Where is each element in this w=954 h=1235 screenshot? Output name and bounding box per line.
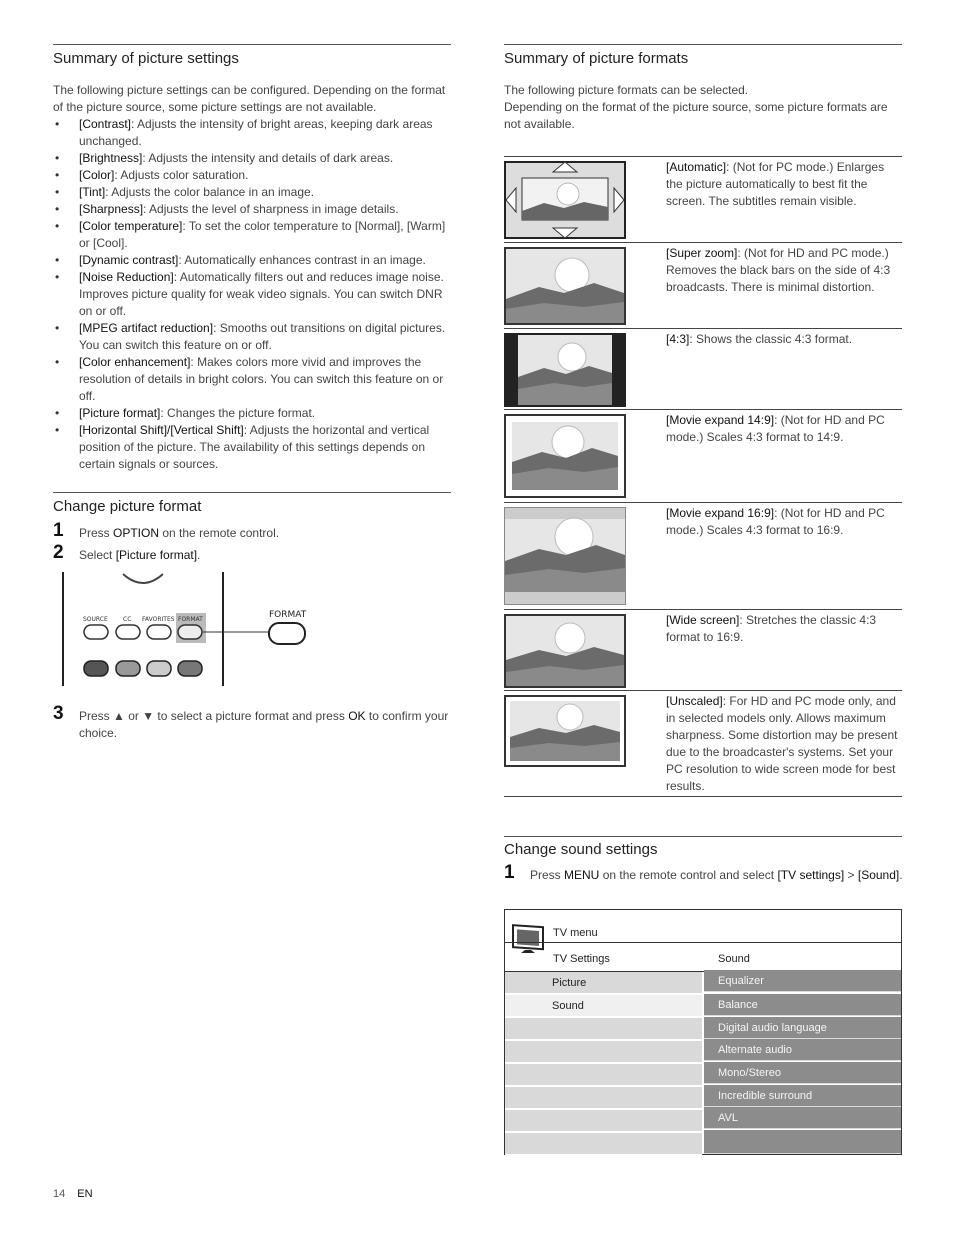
menu-divider	[505, 942, 901, 943]
picture-settings-heading: Summary of picture settings	[53, 50, 239, 67]
super-zoom-format-thumbnail	[504, 247, 626, 325]
format-row-super-zoom	[504, 242, 902, 329]
menu-item-empty	[505, 1064, 702, 1086]
format-row-movie-expand-14-9	[504, 409, 902, 503]
format-description: [Movie expand 16:9]: (Not for HD and PC mode.) Scales 4:3 format to 16:9.	[666, 506, 885, 537]
submenu-item-equalizer[interactable]: Equalizer	[704, 970, 901, 992]
page-number: 14	[53, 1188, 66, 1200]
page-footer	[53, 1188, 93, 1200]
format-description: [Movie expand 14:9]: (Not for HD and PC mode.) Scales 4:3 format to 14:9.	[666, 413, 885, 444]
format-description: [Automatic]: (Not for PC mode.) Enlarges the picture automatically to best fit the screen. The subtitles remain visible.	[666, 160, 885, 208]
format-description: [Wide screen]: Stretches the classic 4:3 format to 16:9.	[666, 613, 877, 644]
list-item: • [Tint]: Adjusts the color balance in an image.	[53, 184, 451, 201]
tv-menu-screenshot	[504, 909, 902, 1155]
remote-label: CC	[123, 616, 132, 623]
submenu-item-incredible-surround[interactable]: Incredible surround	[704, 1085, 901, 1107]
left-column	[53, 44, 451, 742]
menu-breadcrumb-left: TV Settings	[553, 953, 610, 965]
sound-step-1: 1 Press MENU on the remote control and select [TV settings] > [Sound].	[504, 862, 903, 883]
step-3: 3 Press ▲ or ▼ to select a picture format and press OK to confirm your choice.	[53, 703, 449, 740]
change-format-heading: Change picture format	[53, 498, 202, 515]
menu-item-empty	[505, 1041, 702, 1063]
format-row-movie-expand-16-9	[504, 502, 902, 610]
unscaled-format-thumbnail	[504, 695, 626, 767]
format-description: [Unscaled]: For HD and PC mode only, and in selected models only. Allows maximum sharpness. Some distortion may be present due to the broadcaster's systems. Set your PC resolution to wide screen mode for best results.	[666, 694, 898, 793]
format-callout-label: FORMAT	[269, 610, 307, 620]
submenu-item-alternate-audio[interactable]: Alternate audio	[704, 1039, 901, 1061]
step-2: 2 Select [Picture format].	[53, 542, 201, 563]
menu-item-empty	[505, 1110, 702, 1132]
wide-screen-format-thumbnail	[504, 614, 626, 688]
list-item: • [Color enhancement]: Makes colors more vivid and improves the resolution of details in bright colors. You can switch this feature on or off.	[53, 354, 451, 405]
picture-settings-intro: The following picture settings can be configured. Depending on the format of the picture source, some picture settings are not available.	[53, 83, 446, 114]
movie-expand-16-9-thumbnail	[504, 507, 626, 605]
list-item: • [Noise Reduction]: Automatically filters out and reduces image noise. Improves picture quality for weak video signals. You can switch DNR on or off.	[53, 269, 451, 320]
menu-breadcrumb-right: Sound	[718, 953, 750, 965]
submenu-item-balance[interactable]: Balance	[704, 994, 901, 1016]
4-3-format-thumbnail	[504, 333, 626, 407]
remote-label: FAVORITES	[142, 616, 175, 623]
format-description: [Super zoom]: (Not for HD and PC mode.) Removes the black bars on the side of 4:3 broadcasts. There is minimal distortion.	[666, 246, 891, 294]
picture-formats-intro: Depending on the format of the picture source, some picture formats are not available.	[504, 100, 888, 131]
list-item: • [Contrast]: Adjusts the intensity of bright areas, keeping dark areas unchanged.	[53, 116, 451, 150]
movie-expand-14-9-thumbnail	[504, 414, 626, 498]
right-column	[504, 44, 902, 1164]
list-item: • [Brightness]: Adjusts the intensity and details of dark areas.	[53, 150, 451, 167]
menu-item-empty	[505, 1087, 702, 1109]
picture-formats-intro: The following picture formats can be selected.	[504, 83, 749, 97]
submenu-item-empty	[704, 1130, 901, 1154]
remote-control-illustration	[53, 570, 353, 690]
automatic-format-thumbnail	[504, 161, 626, 239]
list-item: • [Sharpness]: Adjusts the level of sharpness in image details.	[53, 201, 451, 218]
list-item: • [Dynamic contrast]: Automatically enhances contrast in an image.	[53, 252, 451, 269]
list-item: • [Color]: Adjusts color saturation.	[53, 167, 451, 184]
language-code: EN	[77, 1188, 93, 1200]
menu-item-empty	[505, 1133, 702, 1155]
list-item: • [Horizontal Shift]/[Vertical Shift]: Adjusts the horizontal and vertical position of the picture. The availability of this settings depends on certain signals or sources.	[53, 422, 451, 473]
picture-settings-list	[53, 116, 451, 473]
sound-settings-heading: Change sound settings	[504, 841, 658, 858]
format-row-unscaled	[504, 690, 902, 797]
remote-label: SOURCE	[83, 616, 108, 623]
list-item: • [Color temperature]: To set the color temperature to [Normal], [Warm] or [Cool].	[53, 218, 451, 252]
submenu-item-mono-stereo[interactable]: Mono/Stereo	[704, 1062, 901, 1084]
menu-item-sound[interactable]: Sound	[505, 995, 702, 1017]
step-1: 1 Press OPTION on the remote control.	[53, 520, 280, 541]
menu-item-picture[interactable]: Picture	[505, 972, 702, 994]
menu-item-empty	[505, 1018, 702, 1040]
format-row-automatic	[504, 156, 902, 243]
picture-formats-heading: Summary of picture formats	[504, 50, 689, 67]
submenu-item-avl[interactable]: AVL	[704, 1107, 901, 1129]
menu-header: TV menu	[553, 927, 598, 939]
format-description: [4:3]: Shows the classic 4:3 format.	[666, 332, 853, 346]
list-item: • [MPEG artifact reduction]: Smooths out transitions on digital pictures. You can switch this feature on or off.	[53, 320, 451, 354]
submenu-item-digital-audio-language[interactable]: Digital audio language	[704, 1017, 901, 1039]
format-row-wide-screen	[504, 609, 902, 691]
remote-label: FORMAT	[178, 616, 203, 623]
format-row-4-3	[504, 328, 902, 410]
list-item: • [Picture format]: Changes the picture format.	[53, 405, 451, 422]
tv-icon	[511, 922, 545, 954]
